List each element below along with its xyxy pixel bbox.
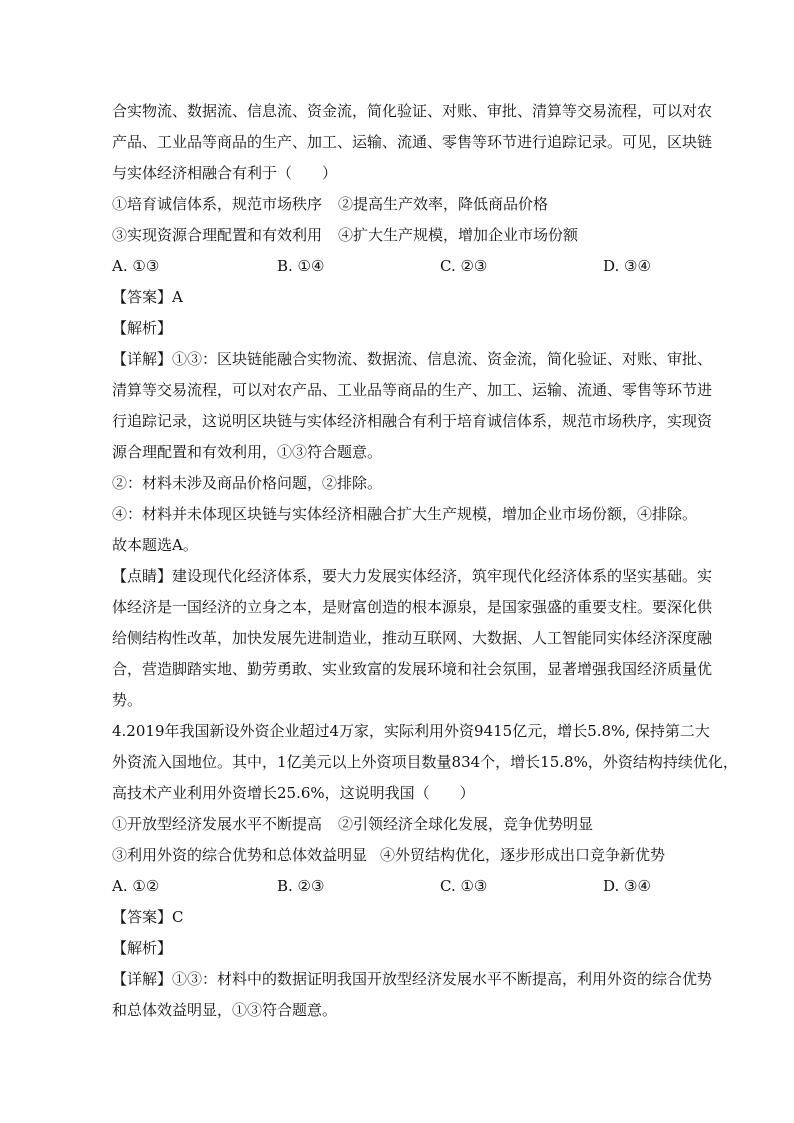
q4-analysis-label: 【解析】 [112,939,173,957]
q3-point-line: 给侧结构性改革，加快发展先进制造业，推动互联网、大数据、人工智能同实体经济深度融 [112,629,713,647]
q4-detail-line: 【详解】①③：材料中的数据证明我国开放型经济发展水平不断提高，利用外资的综合优势 [112,970,713,988]
q4-statements-row-2 [112,840,684,871]
q3-analysis-label: 【解析】 [112,319,173,337]
q3-detail-line: ④：材料并未体现区块链与实体经济相融合扩大生产规模，增加企业市场份额，④排除。 [112,505,698,523]
q3-option-b: B. ①④ [277,257,325,275]
q4-answer: 【答案】C [112,908,184,926]
q3-point-line: 势。 [112,691,143,709]
q3-stem-line: 产品、工业品等商品的生产、加工、运输、流通、零售等环节进行追踪记录。可见，区块链 [112,133,713,151]
q3-detail-line: 【详解】①③：区块链能融合实物流、数据流、信息流、资金流，简化验证、对账、审批、 [112,350,713,368]
q3-statement-4: ④扩大生产规模，增加企业市场份额 [338,226,579,244]
q4-detail-line: 和总体效益明显，①③符合题意。 [112,1001,338,1019]
q3-statement-2: ②提高生产效率，降低商品价格 [338,195,549,213]
q3-detail-line: ②：材料未涉及商品价格问题，②排除。 [112,474,383,492]
q4-statements-row-1 [112,809,684,840]
q3-point-line: 体经济是一国经济的立身之本，是财富创造的根本源泉，是国家强盛的重要支柱。要深化供 [112,598,713,616]
q3-detail-line: 清算等交易流程，可以对农产品、工业品等商品的生产、加工、运输、流通、零售等环节进 [112,381,713,399]
q3-option-a: A. ①③ [112,257,160,275]
q3-answer: 【答案】A [112,288,183,306]
q4-statement-2: ②引领经济全球化发展，竞争优势明显 [338,815,594,833]
q3-statements-row-2 [112,220,684,251]
q3-detail-line: 故本题选A。 [112,536,198,554]
q3-options [112,251,684,282]
q3-statement-3: ③实现资源合理配置和有效利用 [112,226,323,244]
q3-stem-line: 合实物流、数据流、信息流、资金流，简化验证、对账、审批、清算等交易流程，可以对农 [112,102,713,120]
q4-option-c: C. ①③ [440,877,488,895]
q4-statement-1: ①开放型经济发展水平不断提高 [112,815,323,833]
q4-statement-4: ④外贸结构优化，逐步形成出口竞争新优势 [380,846,666,864]
q3-stem-line: 与实体经济相融合有利于（ ） [112,164,338,182]
q4-option-a: A. ①② [112,877,160,895]
q3-detail-line: 行追踪记录，这说明区块链与实体经济相融合有利于培育诚信体系，规范市场秩序，实现资 [112,412,713,430]
q4-stem-line: 4.2019年我国新设外资企业超过4万家，实际利用外资9415亿元，增长5.8%, 保持第二大 [112,722,710,740]
q4-option-b: B. ②③ [277,877,325,895]
q4-stem-line: 高技术产业利用外资增长25.6%，这说明我国（ ） [112,784,475,802]
q3-option-c: C. ②③ [440,257,488,275]
q3-statement-1: ①培育诚信体系，规范市场秩序 [112,195,323,213]
q3-option-d: D. ③④ [603,257,651,275]
q3-statements-row-1 [112,189,684,220]
q4-statement-3: ③利用外资的综合优势和总体效益明显 [112,846,368,864]
q4-options [112,871,684,902]
q3-detail-line: 源合理配置和有效利用，①③符合题意。 [112,443,383,461]
q3-point-line: 合，营造脚踏实地、勤劳勇敢、实业致富的发展环境和社会氛围，显著增强我国经济质量优 [112,660,713,678]
document-page [112,96,738,1026]
q4-option-d: D. ③④ [603,877,651,895]
q4-stem-line: 外资流入国地位。其中，1亿美元以上外资项目数量834个，增长15.8%，外资结构持续优化， [112,753,738,771]
q3-point-line: 【点睛】建设现代化经济体系，要大力发展实体经济，筑牢现代化经济体系的坚实基础。实 [112,567,713,585]
